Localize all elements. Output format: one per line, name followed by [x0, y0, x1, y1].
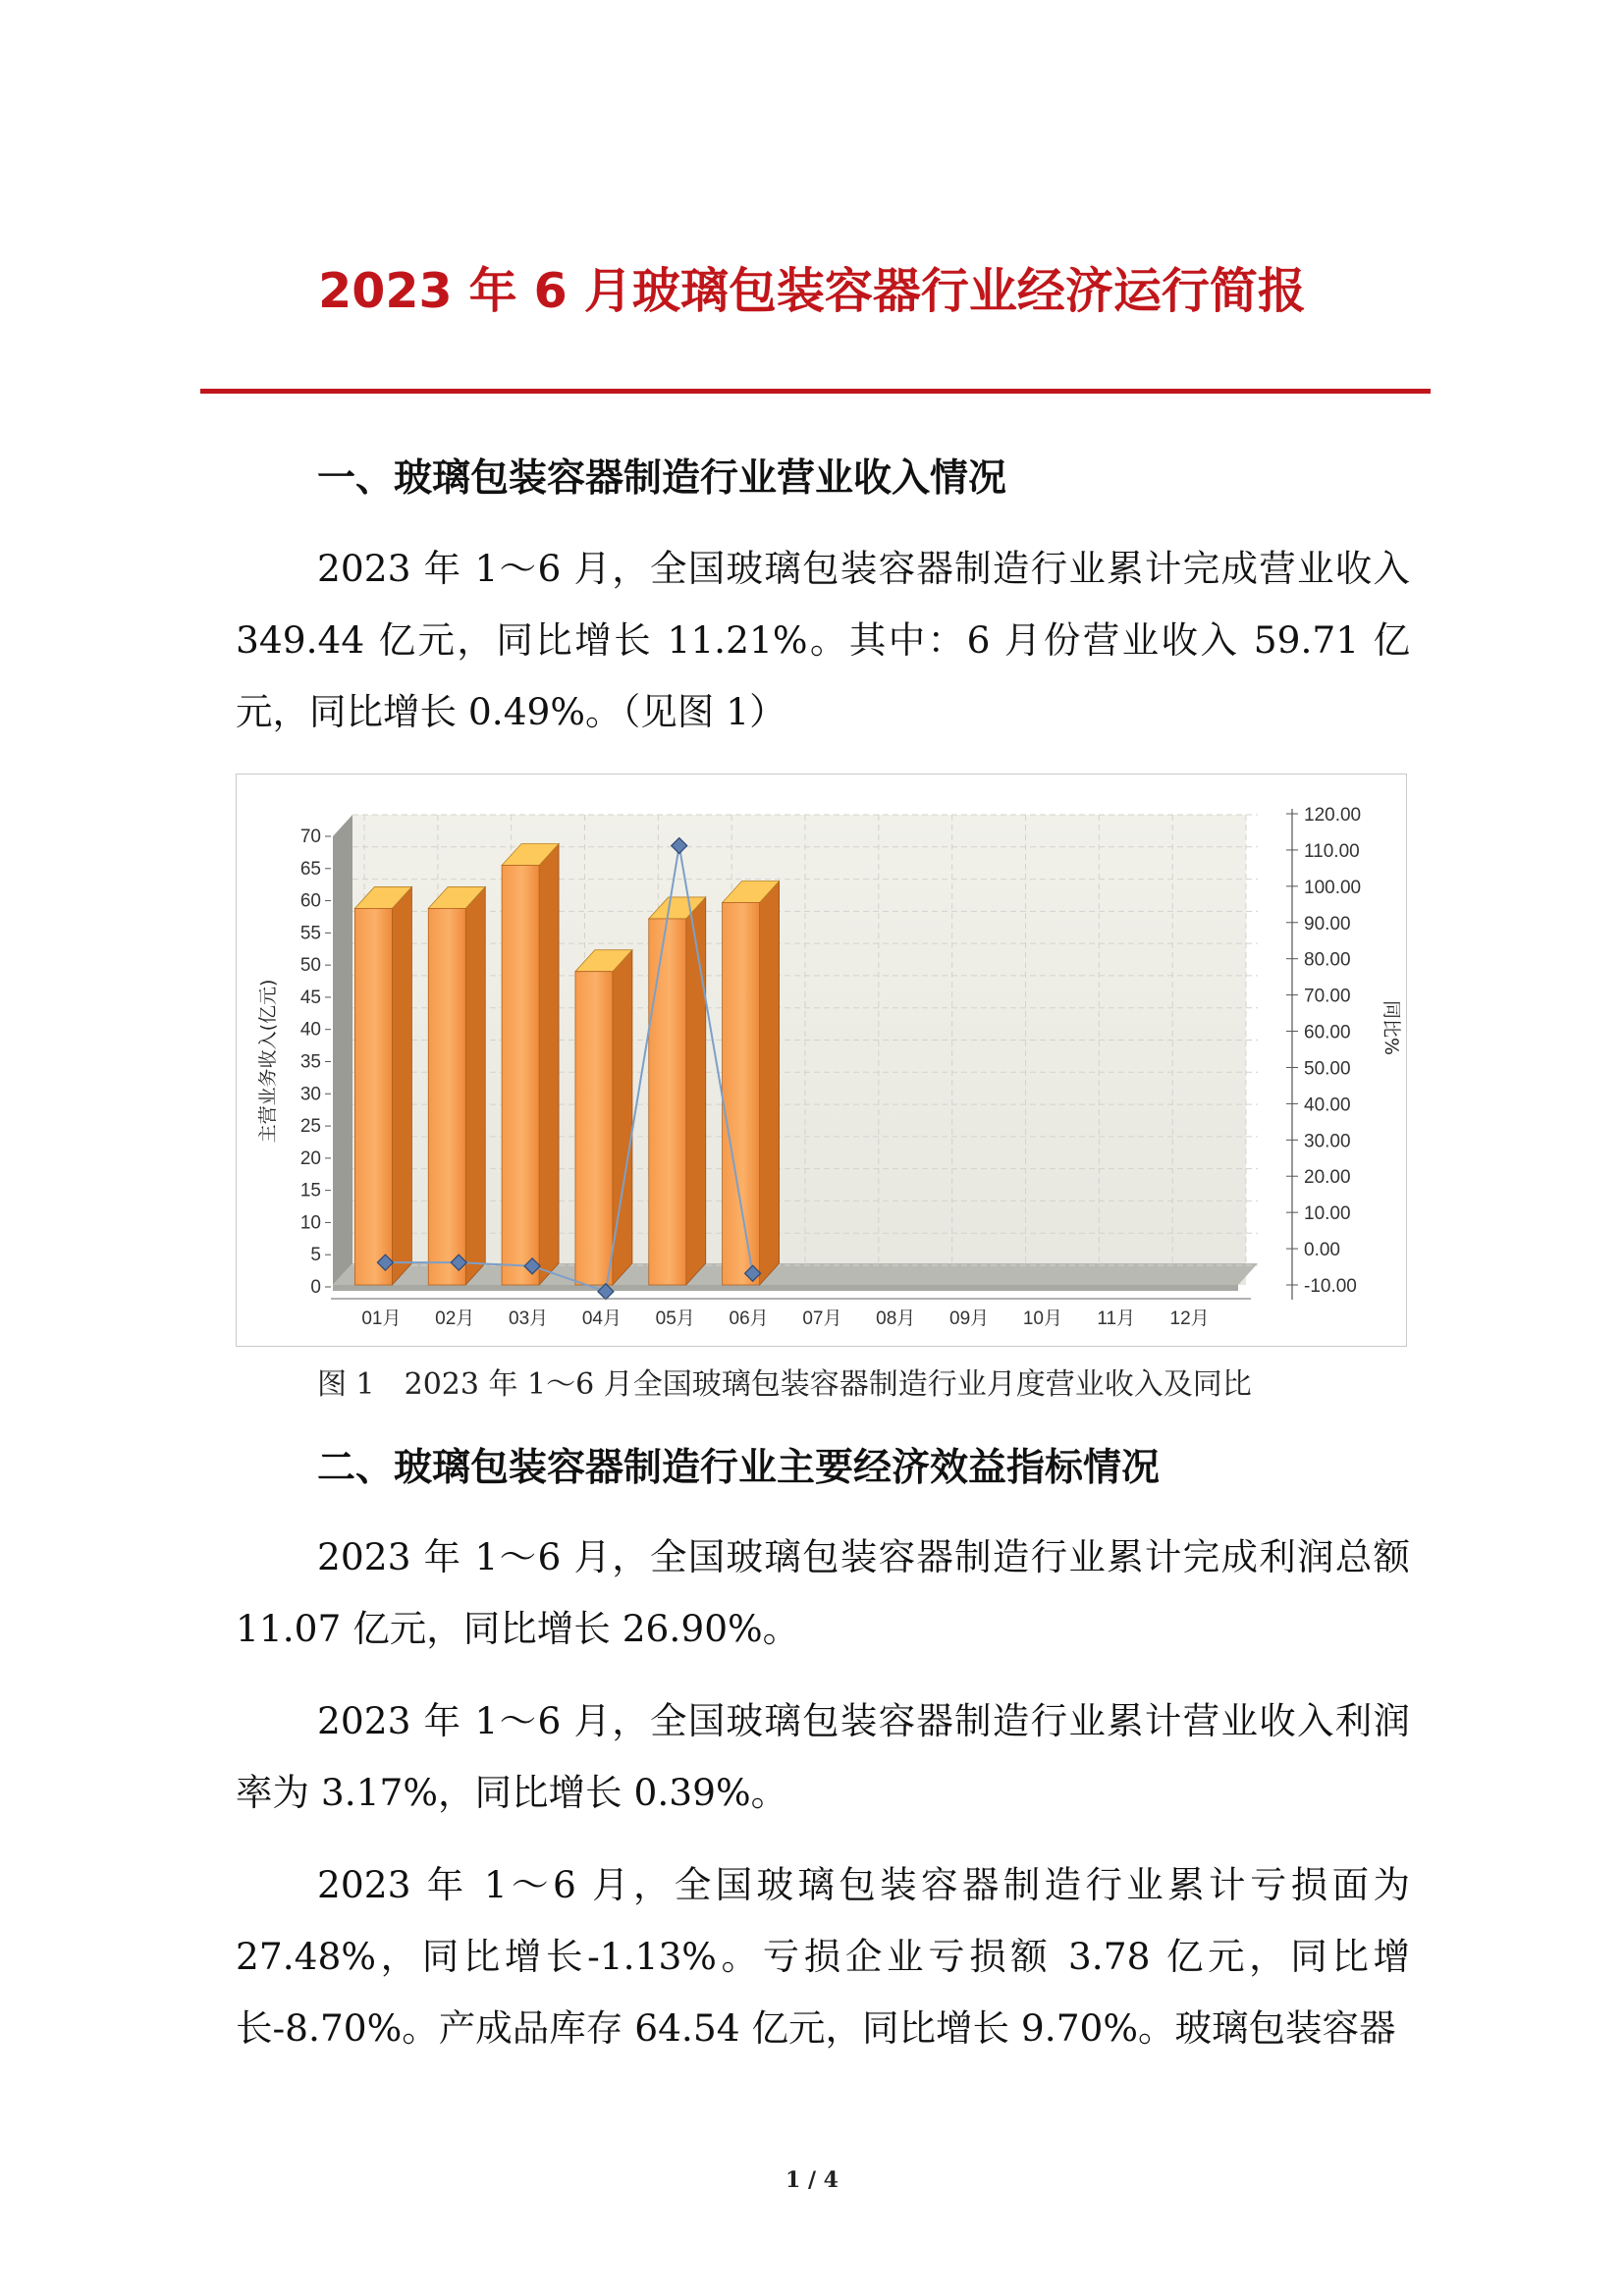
chart-x-tick-label: 09月	[949, 1308, 990, 1329]
chart-y2-tick-label: -10.00	[1304, 1276, 1357, 1297]
chart-x-tick-label: 12月	[1169, 1308, 1210, 1329]
chart-bar-front	[723, 902, 760, 1285]
chart-x-tick-label: 01月	[361, 1308, 402, 1329]
chart-y-tick-label: 5	[310, 1245, 321, 1266]
chart-y2-tick-label: 80.00	[1304, 949, 1351, 971]
chart-y2-tick-label: 20.00	[1304, 1167, 1351, 1189]
chart-y-tick-label: 50	[299, 955, 321, 977]
document-title: 2023 年 6 月玻璃包装容器行业经济运行简报	[318, 263, 1306, 319]
chart-y-tick-label: 30	[299, 1084, 321, 1105]
title-divider	[200, 389, 1431, 394]
chart-y-tick-label: 10	[299, 1212, 321, 1234]
chart-y-tick-label: 20	[299, 1148, 321, 1169]
chart-bar-front	[428, 908, 465, 1285]
chart-y2-tick-label: 30.00	[1304, 1131, 1351, 1152]
chart-x-tick-label: 11月	[1097, 1308, 1136, 1329]
chart-bar	[575, 950, 632, 1285]
chart-y-tick-label: 40	[299, 1019, 321, 1041]
chart-y2-tick-label: 90.00	[1304, 913, 1351, 934]
chart-bar-front	[354, 908, 392, 1285]
chart-y-axis-title: 主营业务收入(亿元)	[257, 979, 279, 1144]
revenue-chart	[236, 774, 1407, 1347]
page-number: 1 / 4	[785, 2167, 839, 2193]
section-heading-revenue: 一、玻璃包装容器制造行业营业收入情况	[317, 455, 1007, 501]
chart-x-tick-label: 05月	[655, 1308, 695, 1329]
chart-bar	[354, 886, 411, 1285]
paragraph-revenue: 2023 年 1～6 月，全国玻璃包装容器制造行业累计完成营业收入 349.44 亿元，同比增长 11.21%。其中：6 月份营业收入 59.71 亿元，同比增长 0.49%。（见图 1）	[236, 547, 1410, 733]
chart-y-tick-label: 15	[299, 1180, 321, 1201]
chart-bar-side	[465, 886, 485, 1285]
chart-bar-front	[502, 866, 539, 1285]
paragraph-profit: 2023 年 1～6 月，全国玻璃包装容器制造行业累计完成利润总额 11.07 亿元，同比增长 26.90%。	[236, 1535, 1410, 1650]
chart-y2-tick-label: 100.00	[1304, 877, 1362, 898]
chart-y-tick-label: 25	[299, 1116, 321, 1138]
chart-x-tick-label: 03月	[509, 1308, 549, 1329]
chart-bar	[723, 881, 780, 1285]
chart-y-tick-label: 70	[299, 827, 321, 847]
revenue-chart-svg	[237, 774, 1406, 1346]
chart-bar-side	[760, 881, 780, 1285]
chart-y2-tick-label: 110.00	[1304, 840, 1360, 862]
chart-x-tick-label: 06月	[729, 1308, 769, 1329]
chart-x-tick-label: 10月	[1022, 1308, 1062, 1329]
chart-x-tick-label: 08月	[876, 1308, 916, 1329]
chart-y2-tick-label: 120.00	[1304, 805, 1362, 826]
chart-bar-front	[649, 919, 686, 1285]
chart-y2-tick-label: 40.00	[1304, 1095, 1351, 1116]
chart-bar-front	[575, 972, 613, 1285]
chart-y2-tick-label: 0.00	[1304, 1240, 1340, 1261]
chart-y2-tick-label: 70.00	[1304, 986, 1351, 1007]
chart-bar-side	[539, 844, 559, 1285]
paragraph-losses-inventory: 2023 年 1～6 月，全国玻璃包装容器制造行业累计亏损面为 27.48%，同比增长-1.13%。亏损企业亏损额 3.78 亿元，同比增长-8.70%。产成品库存 64.54 亿元，同比增长 9.70%。玻璃包装容器	[236, 1863, 1410, 2050]
section-heading-indicators: 二、玻璃包装容器制造行业主要经济效益指标情况	[317, 1445, 1161, 1490]
chart-y-tick-label: 0	[310, 1277, 321, 1298]
chart-bar-side	[686, 897, 706, 1285]
chart-y-tick-label: 65	[299, 858, 321, 880]
chart-y2-tick-label: 50.00	[1304, 1058, 1351, 1080]
chart-y-tick-label: 55	[299, 923, 321, 944]
chart-bar-side	[392, 886, 411, 1285]
chart-bar	[502, 844, 559, 1285]
chart-y2-tick-label: 10.00	[1304, 1203, 1351, 1225]
chart-y2-axis-title: 同比%	[1380, 999, 1402, 1056]
chart-y-tick-label: 35	[299, 1051, 321, 1073]
chart-x-tick-label: 04月	[581, 1308, 622, 1329]
chart-y2-tick-label: 60.00	[1304, 1022, 1351, 1043]
chart-x-tick-label: 07月	[802, 1308, 842, 1329]
chart-y-tick-label: 45	[299, 987, 321, 1008]
chart-x-tick-label: 02月	[435, 1308, 475, 1329]
chart-floor-edge	[333, 1285, 1238, 1291]
figure-caption: 图 1 2023 年 1～6 月全国玻璃包装容器制造行业月度营业收入及同比	[317, 1367, 1252, 1402]
chart-bar	[428, 886, 485, 1285]
chart-side-wall	[333, 815, 352, 1285]
paragraph-profit-margin: 2023 年 1～6 月，全国玻璃包装容器制造行业累计营业收入利润率为 3.17%，同比增长 0.39%。	[236, 1699, 1410, 1814]
chart-back-wall	[352, 815, 1246, 1285]
chart-y-tick-label: 60	[299, 890, 321, 912]
